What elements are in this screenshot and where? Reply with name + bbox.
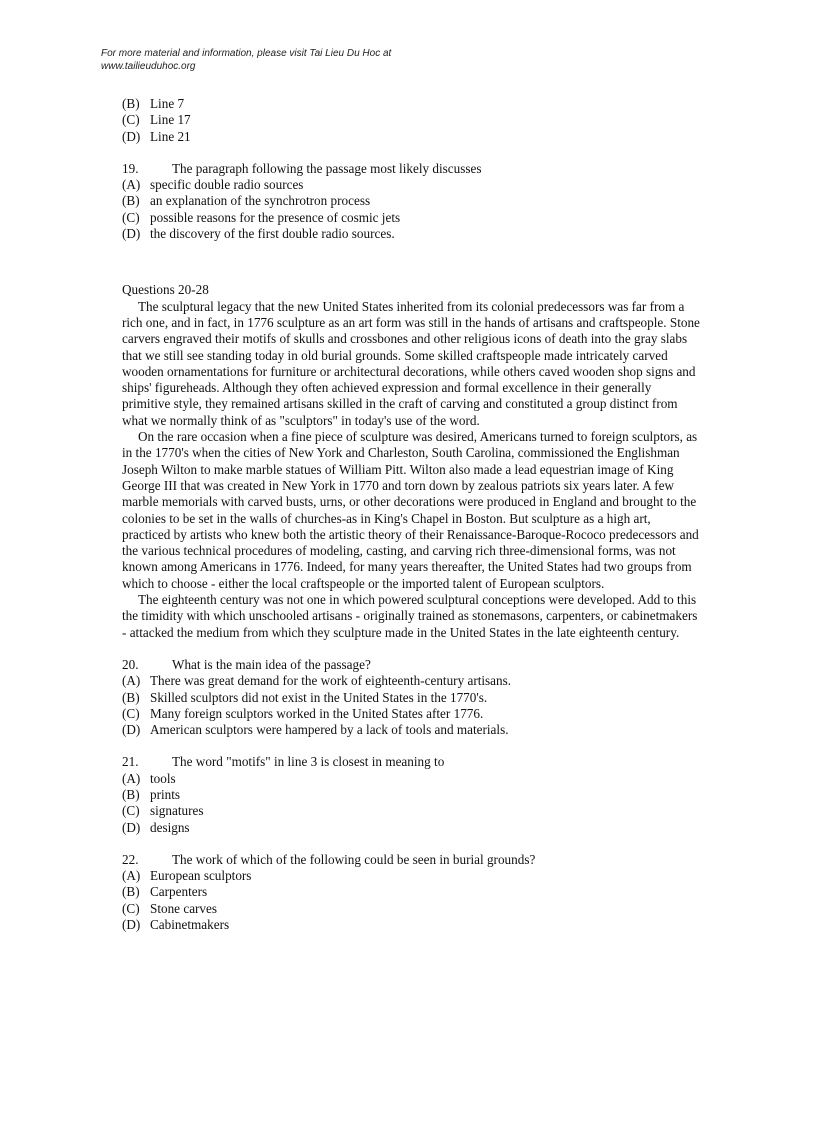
- option: (A) specific double radio sources: [122, 177, 304, 193]
- header-url: www.tailieuduhoc.org: [101, 61, 196, 72]
- passage-heading: Questions 20-28: [122, 282, 209, 298]
- option: (B) Skilled sculptors did not exist in the United States in the 1770's.: [122, 689, 488, 705]
- page-header: [101, 47, 391, 73]
- question-stem: 20. What is the main idea of the passage?: [122, 656, 371, 672]
- reading-passage: [122, 282, 702, 641]
- option: (B) prints: [122, 786, 181, 802]
- option: (D) Cabinetmakers: [122, 917, 230, 933]
- question-stem: 19. The paragraph following the passage most likely discusses: [122, 160, 482, 176]
- option: (B) Line 7: [122, 96, 185, 111]
- option: (A) There was great demand for the work of eighteenth-century artisans.: [122, 673, 512, 689]
- document-body: [122, 96, 702, 933]
- option: (C) possible reasons for the presence of cosmic jets: [122, 209, 401, 225]
- header-line-1: For more material and information, please visit Tai Lieu Du Hoc at: [101, 48, 392, 59]
- question-18-options: [122, 96, 702, 145]
- option: (C) Stone carves: [122, 900, 218, 916]
- option: (B) Carpenters: [122, 884, 208, 900]
- option: (D) Line 21: [122, 128, 191, 144]
- question-21: [122, 754, 702, 835]
- question-stem: 22. The work of which of the following could be seen in burial grounds?: [122, 851, 536, 867]
- passage-paragraph: The eighteenth century was not one in which powered sculptural conceptions were developed. Add to this the timidity with which unschooled artisans - originally trained as stonemasons, carpenters, or cabinetmakers - attacked the medium from which they sculpture made in the United States in the late eighteenth century.: [122, 592, 698, 640]
- option: (D) designs: [122, 819, 190, 835]
- passage-paragraph: On the rare occasion when a fine piece of sculpture was desired, Americans turned to foreign sculptors, as in the 1770's when the cities of New York and Charleston, South Carolina, commissioned the Englishman Joseph Wilton to make marble statues of William Pitt. Wilton also made a lead equestrian image of King George III that was created in New York in 1770 and torn down by zealous patriots six years later. A few marble memorials with carved busts, urns, or other decorations were produced in England and brought to the colonies to be set in the walls of churches-as in King's Chapel in Boston. But sculpture as a high art, practiced by artists who knew both the artistic theory of their Renaissance-Baroque-Rococo predecessors and the various technical procedures of modeling, casting, and carving rich three-dimensional forms, was not known among Americans in 1776. Indeed, for many years thereafter, the United States had two groups from which to choose - either the local craftspeople or the imported talent of European sculptors.: [122, 429, 699, 591]
- option: (D) American sculptors were hampered by a lack of tools and materials.: [122, 722, 509, 738]
- question-22: [122, 852, 702, 933]
- question-stem: 21. The word "motifs" in line 3 is closest in meaning to: [122, 754, 445, 770]
- option: (C) Line 17: [122, 112, 191, 128]
- option: (C) Many foreign sculptors worked in the United States after 1776.: [122, 705, 484, 721]
- question-19: [122, 161, 702, 242]
- option: (D) the discovery of the first double radio sources.: [122, 226, 395, 242]
- option: (B) an explanation of the synchrotron process: [122, 193, 371, 209]
- option: (A) European sculptors: [122, 868, 252, 884]
- passage-paragraph: The sculptural legacy that the new United States inherited from its colonial predecessors was far from a rich one, and in fact, in 1776 sculpture as an art form was still in the hands of artisans and craftspeople. Stone carvers engraved their motifs of skulls and crossbones and other religious icons of death into the gray slabs that we still see standing today in old burial grounds. Some skilled craftspeople made intricately carved wooden ornamentations for furniture or architectural decorations, while others caved wooden shop signs and ships' figureheads. Although they often achieved expression and formal excellence in their generally primitive style, they remained artisans skilled in the craft of carving and constituted a group distinct from what we normally think of as "sculptors" in today's use of the word.: [122, 298, 700, 428]
- option: (C) signatures: [122, 803, 204, 819]
- option: (A) tools: [122, 770, 176, 786]
- question-20: [122, 657, 702, 738]
